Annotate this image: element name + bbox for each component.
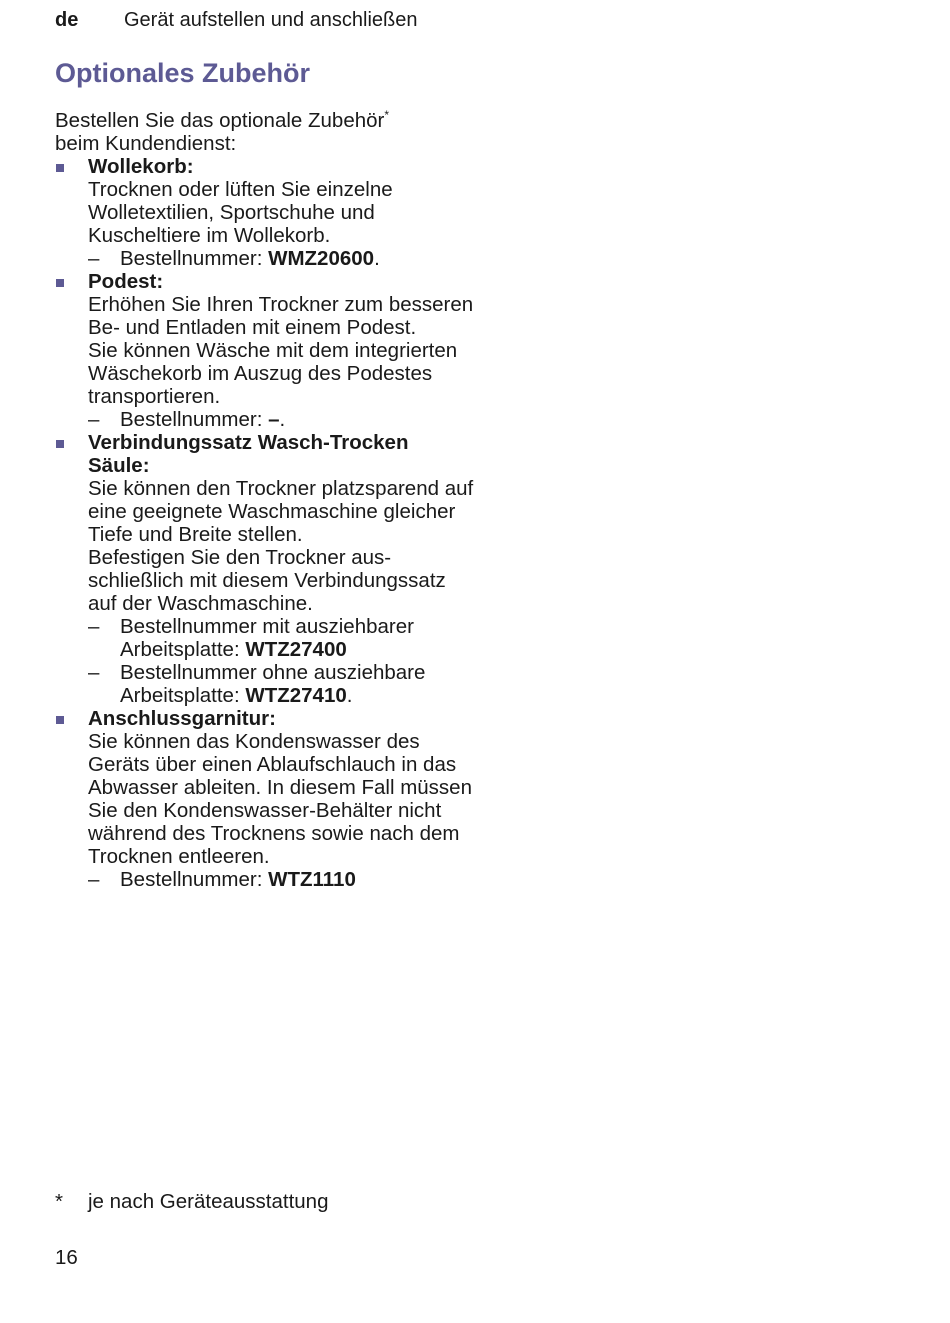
list-item: [55, 431, 475, 707]
item-title: Verbindungssatz Wasch-Trocken Säule:: [88, 431, 409, 477]
page-title: Optionales Zubehör: [55, 58, 311, 88]
order-code: WTZ27410: [245, 684, 347, 707]
page-number: 16: [55, 1246, 78, 1269]
order-number: [88, 615, 475, 661]
list-item: [55, 707, 475, 891]
item-title: Anschlussgarnitur:: [88, 707, 276, 730]
order-label: Bestellnummer mit ausziehbarer Arbeitsplatte:: [120, 615, 414, 661]
language-code: de: [55, 9, 79, 31]
square-bullet-icon: [56, 716, 64, 724]
order-number: [88, 661, 475, 707]
intro-line-2: beim Kundendienst:: [55, 132, 237, 155]
list-item: [55, 270, 475, 431]
square-bullet-icon: [56, 440, 64, 448]
order-suffix: .: [346, 684, 353, 707]
dash-icon: –: [88, 247, 100, 270]
accessory-list: [55, 155, 475, 891]
dash-icon: –: [88, 615, 100, 638]
footnote-star: *: [55, 1190, 63, 1213]
footnote-marker: *: [384, 108, 390, 122]
order-suffix: .: [279, 408, 286, 431]
order-label: Bestellnummer ohne ausziehbare Arbeitsplatte:: [120, 661, 426, 707]
item-description: Trocknen oder lüften Sie einzelne Wolletextilien, Sportschuhe und Kuscheltiere im Wollekorb.: [88, 178, 393, 247]
dash-icon: –: [88, 868, 100, 891]
order-code: –: [268, 408, 280, 431]
square-bullet-icon: [56, 164, 64, 172]
intro-line-1: Bestellen Sie das optionale Zubehör: [55, 109, 385, 132]
item-description: Erhöhen Sie Ihren Trockner zum besseren Be- und Entladen mit einem Podest.: [88, 293, 474, 339]
order-code: WTZ1110: [268, 868, 356, 891]
item-title: Wollekorb:: [88, 155, 194, 178]
item-description: Sie können Wäsche mit dem integrierten Wäschekorb im Auszug des Podestes transportieren.: [88, 339, 458, 408]
item-description: Befestigen Sie den Trockner ausschließlich mit diesem Verbindungssatz auf der Waschmaschine.: [88, 546, 446, 615]
order-label: Bestellnummer:: [120, 868, 269, 891]
main-content: [55, 109, 475, 891]
order-suffix: .: [374, 247, 380, 270]
order-label: Bestellnummer:: [120, 408, 269, 431]
intro-text: [55, 109, 475, 155]
order-label: Bestellnummer:: [120, 247, 269, 270]
order-code: WTZ27400: [245, 638, 347, 661]
dash-icon: –: [88, 408, 100, 431]
order-number: [88, 247, 475, 270]
list-item: [55, 155, 475, 270]
square-bullet-icon: [56, 279, 64, 287]
order-number: [88, 408, 475, 431]
section-title: Gerät aufstellen und anschließen: [124, 9, 418, 31]
item-title: Podest:: [88, 270, 164, 293]
order-number: [88, 868, 475, 891]
item-description: Sie können den Trockner platzsparend auf eine geeignete Waschmaschine gleicher Tiefe und Breite stellen.: [88, 477, 474, 546]
order-code: WMZ20600: [268, 247, 375, 270]
footnote-text: je nach Geräteausstattung: [88, 1190, 329, 1213]
dash-icon: –: [88, 661, 100, 684]
item-description: Sie können das Kondenswasser des Geräts über einen Ablaufschlauch in das Abwasser ableiten. In diesem Fall müssen Sie den Kondenswasser-Behälter nicht während des Trocknens sowie nach dem Trocknen entleeren.: [88, 730, 472, 868]
